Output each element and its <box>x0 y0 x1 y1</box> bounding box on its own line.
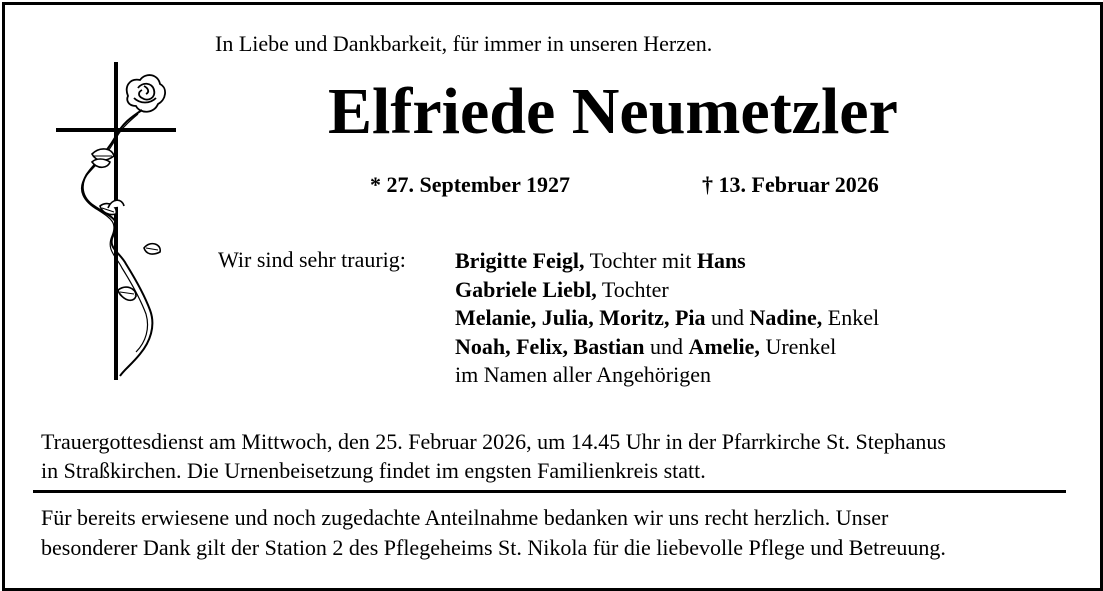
mourner-relation: im Namen aller Angehörigen <box>455 362 711 387</box>
mourner-relation: Enkel <box>822 305 880 330</box>
mourner-relation: Urenkel <box>759 333 837 359</box>
divider <box>33 490 1066 493</box>
mourner-name: Gabriele Liebl, <box>455 276 597 302</box>
mourner-relation: Tochter mit <box>584 248 697 273</box>
mourners-list <box>455 247 879 390</box>
mourner-relation: und <box>705 305 750 330</box>
cross-with-rose-icon <box>50 58 190 388</box>
death-date: † 13. Februar 2026 <box>702 172 879 197</box>
deceased-name: Elfriede Neumetzler <box>328 75 898 148</box>
mourner-name: Brigitte Feigl, <box>455 248 585 273</box>
mourner-line <box>455 361 879 390</box>
mourner-line <box>455 276 879 305</box>
thanks-line: Für bereits erwiesene und noch zugedachte Anteilnahme bedanken wir uns recht herzlich. Unser <box>41 505 889 530</box>
mourners-label: Wir sind sehr traurig: <box>218 247 406 272</box>
mourner-line <box>455 304 879 333</box>
service-line: Trauergottesdienst am Mittwoch, den 25. Februar 2026, um 14.45 Uhr in der Pfarrkirche St. Stephanus <box>41 429 946 454</box>
mourner-line <box>455 247 879 276</box>
mourner-name: Nadine, <box>749 305 823 330</box>
thanks-text <box>41 503 1086 563</box>
mourner-name: Amelie, <box>688 333 760 359</box>
birth-date: * 27. September 1927 <box>370 172 571 197</box>
mourner-name: Hans <box>696 248 746 273</box>
mourner-line <box>455 333 879 362</box>
service-line: in Straßkirchen. Die Urnenbeisetzung findet im engsten Familienkreis statt. <box>41 458 706 483</box>
thanks-line: besonderer Dank gilt der Station 2 des Pflegeheims St. Nikola für die liebevolle Pflege und Betreuung. <box>41 535 946 560</box>
mourner-relation: und <box>644 333 689 359</box>
mourner-name: Noah, Felix, Bastian <box>455 333 645 359</box>
motto: In Liebe und Dankbarkeit, für immer in unseren Herzen. <box>215 31 713 56</box>
mourner-relation: Tochter <box>596 276 669 302</box>
service-info <box>41 427 1081 485</box>
mourner-name: Melanie, Julia, Moritz, Pia <box>455 305 706 330</box>
